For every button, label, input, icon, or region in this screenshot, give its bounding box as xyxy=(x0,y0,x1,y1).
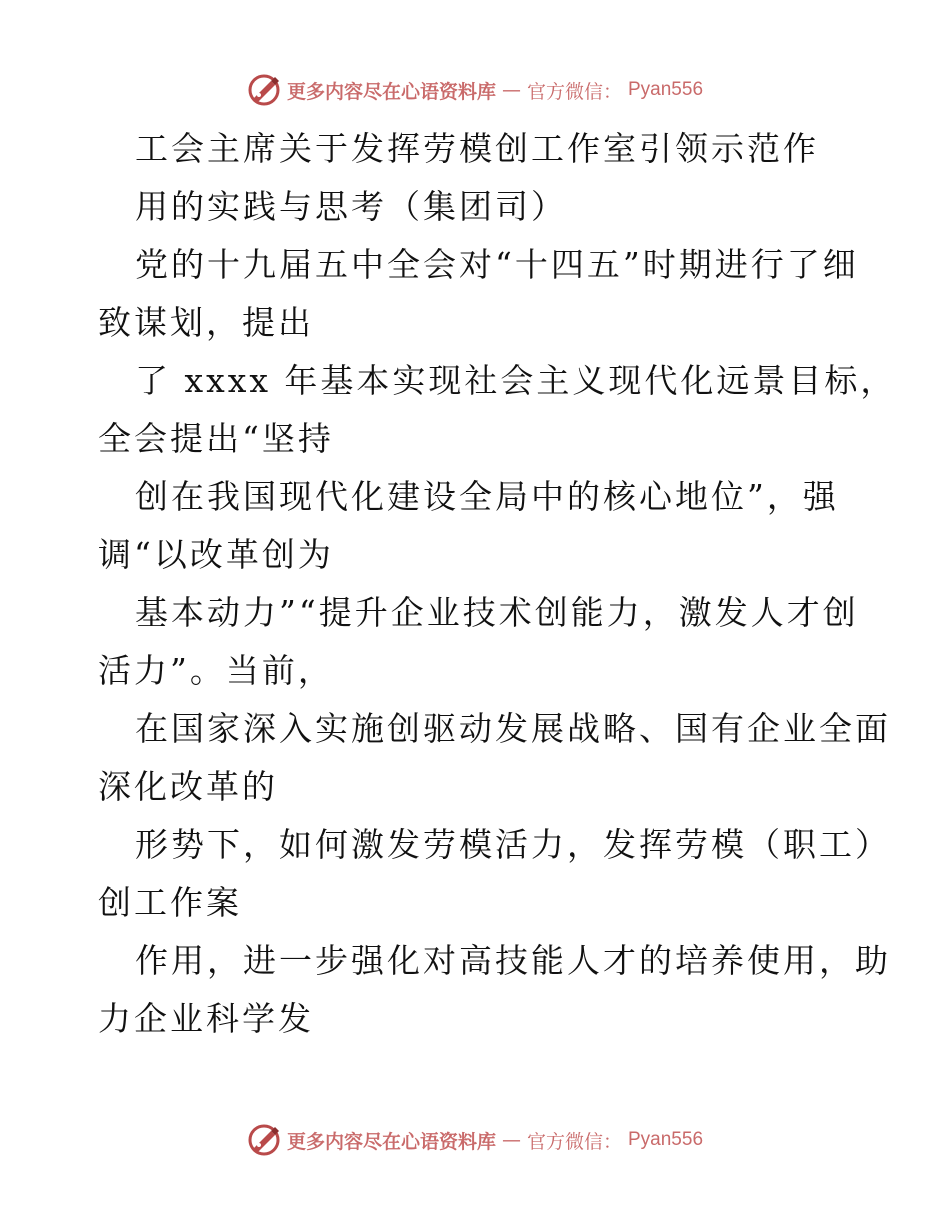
pen-logo-icon xyxy=(247,73,281,107)
footer-wechat-id: Pyan556 xyxy=(628,1129,704,1150)
footer-banner-text: 更多内容尽在心语资料库 xyxy=(286,1130,496,1153)
document-line: 创工作案 xyxy=(98,883,242,922)
document-line: 了 xxxx 年基本实现社会主义现代化远景目标， xyxy=(135,361,897,400)
header-banner-dash: — xyxy=(501,79,521,101)
document-line: 形势下，如何激发劳模活力，发挥劳模（职工） xyxy=(135,825,891,864)
footer-banner-dash: — xyxy=(501,1129,521,1151)
pen-logo-icon xyxy=(247,1123,281,1157)
document-line: 作用，进一步强化对高技能人才的培养使用，助 xyxy=(135,941,891,980)
footer-banner-inner xyxy=(247,1123,703,1157)
document-line: 在国家深入实施创驱动发展战略、国有企业全面 xyxy=(135,709,891,748)
header-wechat-label: 官方微信： xyxy=(526,80,622,103)
document-line: 调“以改革创为 xyxy=(98,535,334,574)
header-banner-inner xyxy=(247,73,703,107)
document-line: 创在我国现代化建设全局中的核心地位”，强 xyxy=(135,477,839,516)
document-line: 活力”。当前， xyxy=(98,651,334,690)
document-line: 党的十九届五中全会对“十四五”时期进行了细 xyxy=(135,245,859,284)
document-line: 基本动力”“提升企业技术创能力，激发人才创 xyxy=(135,593,859,632)
footer-wechat-label: 官方微信： xyxy=(526,1130,622,1153)
header-banner xyxy=(0,70,950,110)
document-body xyxy=(98,120,897,1048)
footer-banner xyxy=(0,1120,950,1160)
document-line: 深化改革的 xyxy=(98,767,278,806)
document-line: 工会主席关于发挥劳模创工作室引领示范作 xyxy=(135,129,819,168)
document-line: 全会提出“坚持 xyxy=(98,419,334,458)
document-line: 致谋划，提出 xyxy=(98,303,314,342)
document-line: 用的实践与思考（集团司） xyxy=(135,187,567,226)
document-line: 力企业科学发 xyxy=(98,999,314,1038)
header-banner-text: 更多内容尽在心语资料库 xyxy=(286,80,496,103)
header-wechat-id: Pyan556 xyxy=(628,79,704,100)
